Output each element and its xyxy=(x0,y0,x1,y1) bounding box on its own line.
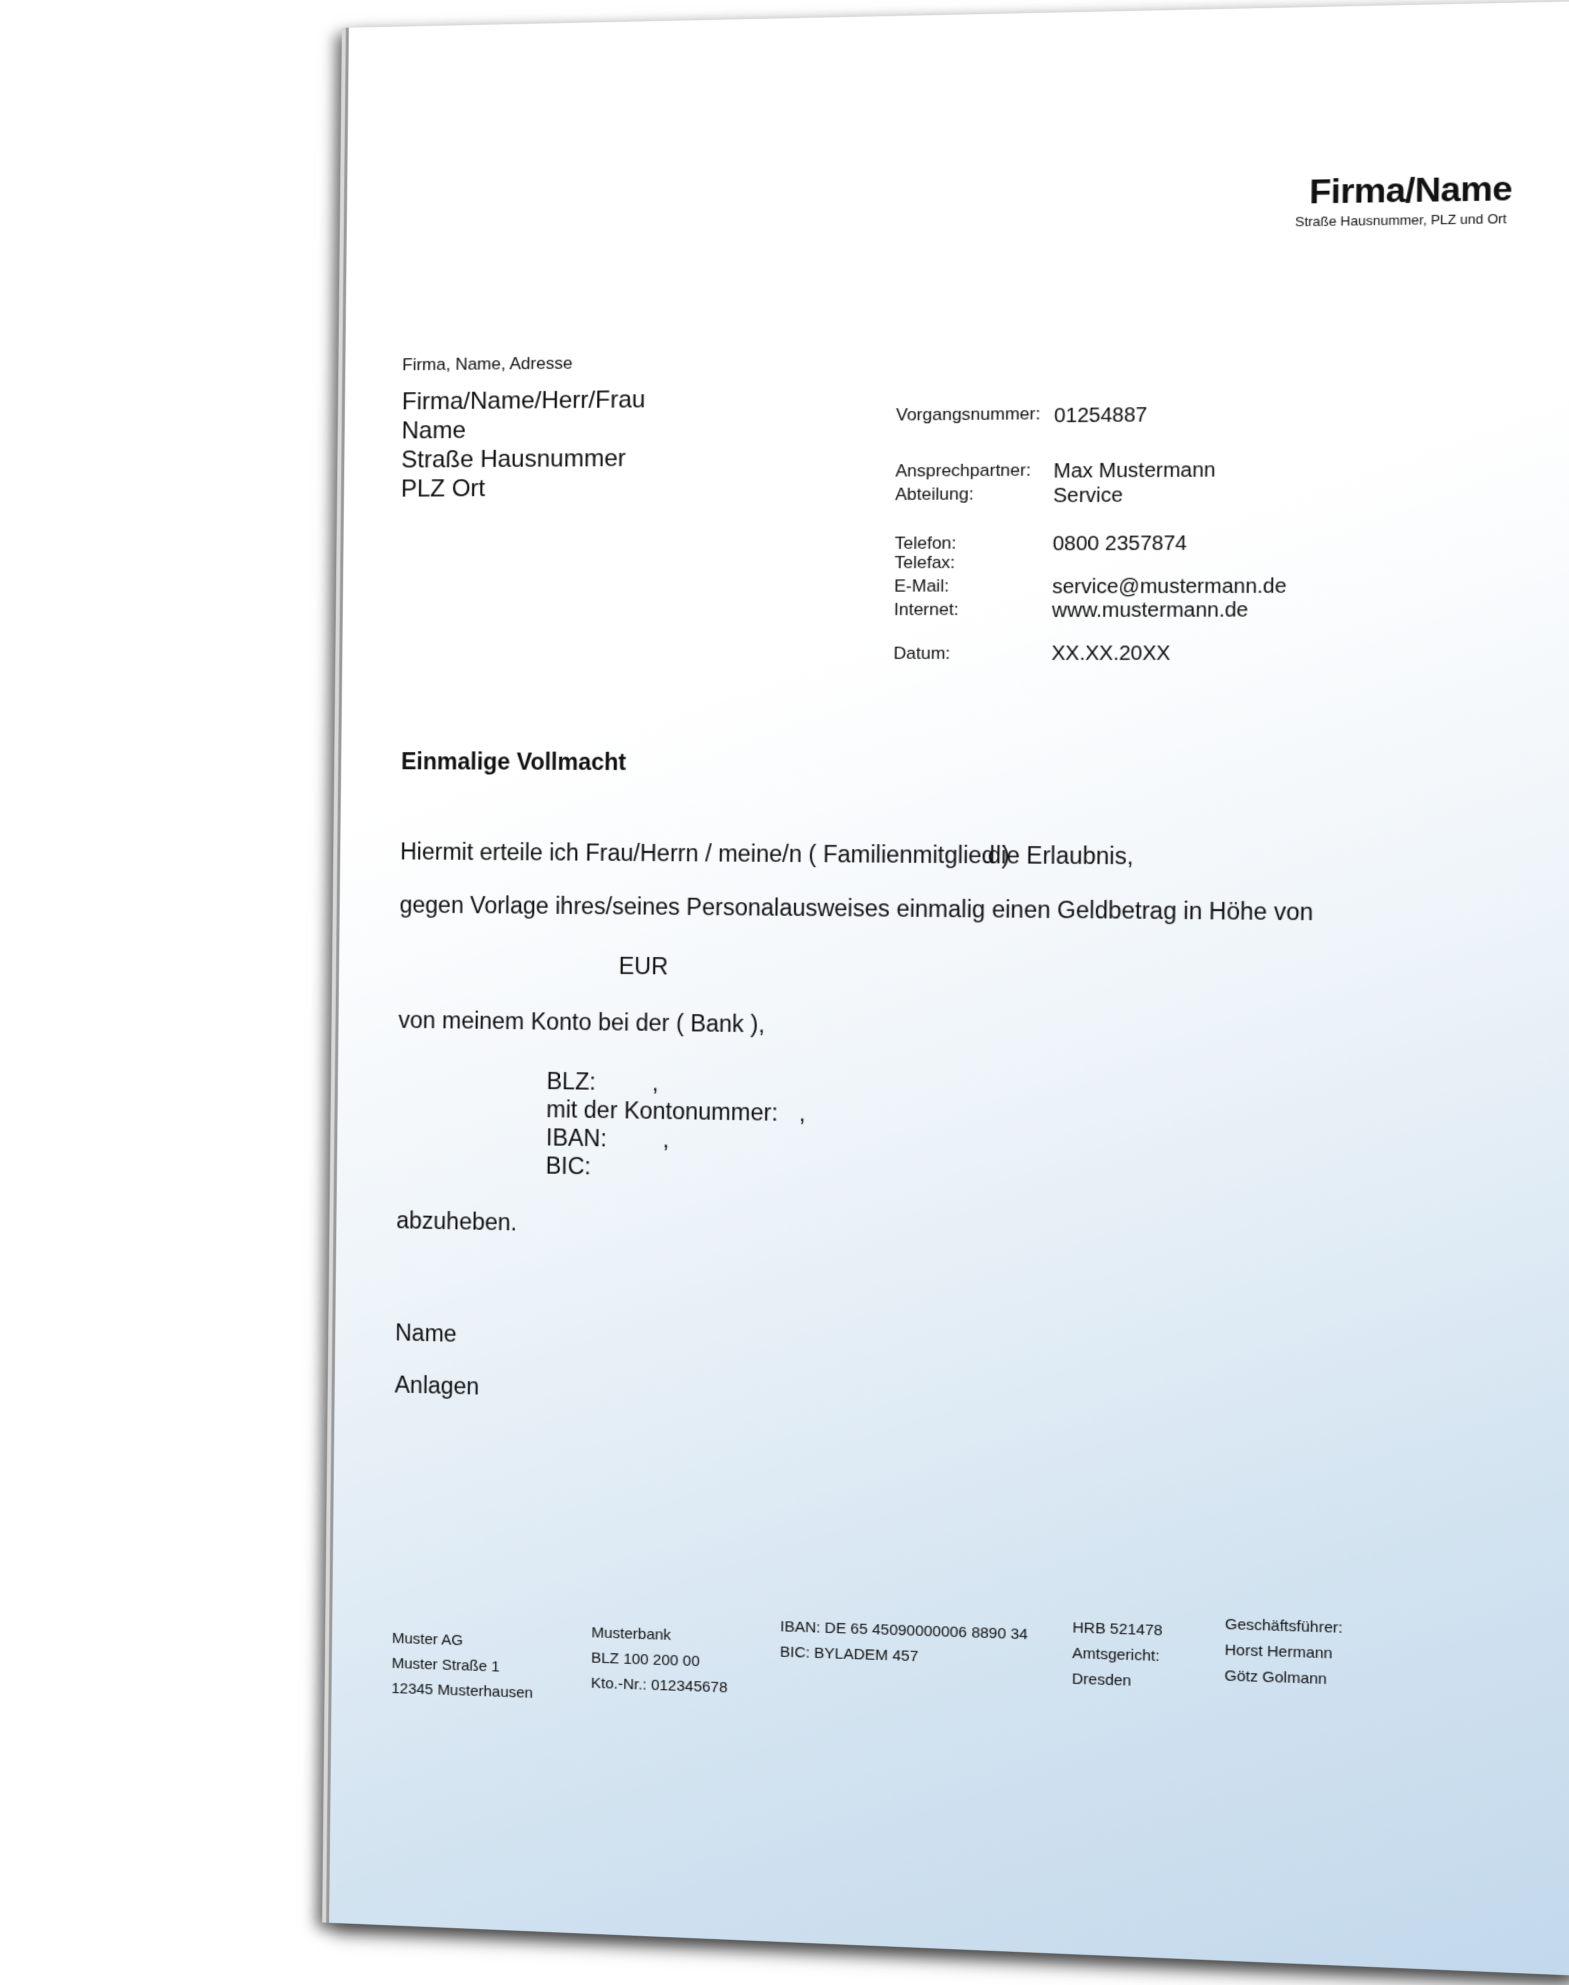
sender-line: Firma, Name, Adresse xyxy=(402,353,573,375)
footer-management xyxy=(1224,1612,1342,1693)
signature-name: Name xyxy=(395,1319,457,1347)
abteilung-label: Abteilung: xyxy=(895,484,974,505)
footer-iban-line: IBAN: DE 65 45090000006 8890 34 xyxy=(780,1618,1028,1644)
vorgang-label: Vorgangsnummer: xyxy=(895,403,1041,425)
document-page xyxy=(326,1,1569,1976)
recipient-line-2: Name xyxy=(401,416,466,445)
recipient-line-1: Firma/Name/Herr/Frau xyxy=(401,386,646,416)
recipient-address xyxy=(401,385,646,504)
internet-label: Internet: xyxy=(893,599,959,620)
telefax-label: Telefax: xyxy=(894,552,956,573)
paragraph-1-right: die Erlaubnis, xyxy=(987,841,1134,870)
attachments-label: Anlagen xyxy=(394,1371,480,1400)
datum-value: XX.XX.20XX xyxy=(1051,642,1171,666)
footer-management-line: Götz Golmann xyxy=(1224,1667,1328,1689)
footer-bank-line: BLZ 100 200 00 xyxy=(591,1649,700,1671)
footer-company-line: Muster AG xyxy=(391,1629,464,1650)
company-address: Straße Hausnummer, PLZ und Ort xyxy=(1295,210,1507,230)
footer-iban xyxy=(780,1614,1028,1673)
paragraph-2: gegen Vorlage ihres/seines Personalausweises einmalig einen Geldbetrag in Höhe von xyxy=(399,891,1314,926)
footer-management-line: Geschäftsführer: xyxy=(1224,1615,1343,1637)
paragraph-4: abzuheben. xyxy=(396,1207,518,1236)
recipient-line-4: PLZ Ort xyxy=(400,475,486,503)
bic-label: BIC: xyxy=(545,1152,592,1180)
currency-label: EUR xyxy=(618,952,669,980)
konto-label: mit der Kontonummer: xyxy=(546,1096,779,1126)
blz-comma: , xyxy=(651,1069,659,1096)
paragraph-3: von meinem Konto bei der ( Bank ), xyxy=(398,1006,765,1038)
telefon-label: Telefon: xyxy=(894,533,957,553)
footer-register-line: Amtsgericht: xyxy=(1072,1644,1160,1666)
paragraph-1-left: Hiermit erteile ich Frau/Herrn / meine/n ( Familienmitglied ) xyxy=(400,838,1010,869)
blz-label: BLZ: xyxy=(546,1067,596,1095)
footer-register xyxy=(1072,1615,1163,1695)
email-label: E-Mail: xyxy=(894,576,950,596)
ansprech-value: Max Mustermann xyxy=(1053,459,1216,483)
ansprech-label: Ansprechpartner: xyxy=(895,460,1032,481)
konto-comma: , xyxy=(798,1099,806,1127)
footer-bank-line: Musterbank xyxy=(591,1624,672,1644)
company-name: Firma/Name xyxy=(1309,169,1513,212)
footer-iban-line: BIC: BYLADEM 457 xyxy=(779,1643,919,1666)
abteilung-value: Service xyxy=(1053,484,1124,508)
email-value: service@mustermann.de xyxy=(1052,575,1287,599)
letter-title: Einmalige Vollmacht xyxy=(401,748,627,776)
footer-register-line: Dresden xyxy=(1071,1670,1132,1690)
telefon-value: 0800 2357874 xyxy=(1052,532,1188,556)
datum-label: Datum: xyxy=(893,643,951,663)
iban-label: IBAN: xyxy=(545,1124,607,1152)
footer-management-line: Horst Hermann xyxy=(1224,1641,1333,1663)
footer-company xyxy=(391,1626,533,1706)
footer-bank xyxy=(591,1620,728,1700)
vorgang-value: 01254887 xyxy=(1053,404,1148,428)
footer-company-line: 12345 Musterhausen xyxy=(391,1679,534,1702)
footer-register-line: HRB 521478 xyxy=(1072,1619,1163,1640)
footer-bank-line: Kto.-Nr.: 012345678 xyxy=(590,1674,728,1697)
recipient-line-3: Straße Hausnummer xyxy=(401,444,626,474)
iban-comma: , xyxy=(662,1126,670,1153)
internet-value: www.mustermann.de xyxy=(1051,599,1249,623)
footer-company-line: Muster Straße 1 xyxy=(391,1654,500,1676)
